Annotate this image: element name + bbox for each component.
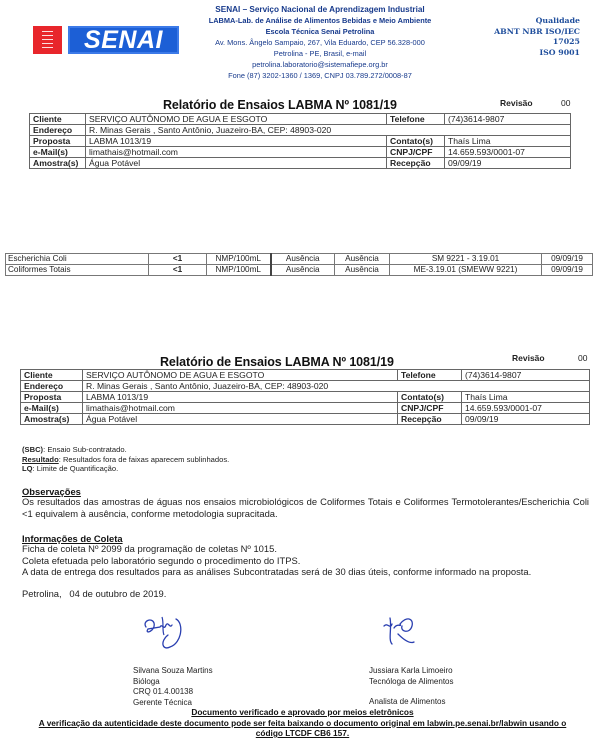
coleta-line: Coleta efetuada pelo laboratório segundo o procedimento do ITPS. <box>22 554 301 566</box>
footer-line-1: Documento verificado e aprovado por meios eletrônicos <box>191 707 414 717</box>
table-row <box>30 158 571 169</box>
table-row <box>30 136 571 147</box>
signatory-2-role: Tecnóloga de Alimentos <box>369 676 454 686</box>
signatory-2 <box>369 666 454 687</box>
cnpj-value: 14.659.593/0001-07 <box>462 403 590 414</box>
client-info-table <box>29 113 571 169</box>
data-cell: 09/09/19 <box>542 254 593 265</box>
lab-name: LABMA-Lab. de Análise de Alimentos Bebidas e Meio Ambiente <box>208 16 432 25</box>
revision-value-2: 00 <box>578 353 588 363</box>
cliente-value: SERVIÇO AUTÔNOMO DE AGUA E ESGOTO <box>83 370 398 381</box>
amostra-value: Água Potável <box>86 158 387 169</box>
table-row <box>21 381 590 392</box>
org-address: Av. Mons. Ângelo Sampaio, 267, Vila Eduardo, CEP 56.328-000 <box>215 38 425 47</box>
metodo-cell: SM 9221 - 3.19.01 <box>390 254 542 265</box>
ensaio-cell: Escherichia Coli <box>6 254 149 265</box>
table-row <box>30 125 571 136</box>
client-info-table-2 <box>20 369 590 425</box>
legend-sbc <box>22 445 229 455</box>
unidade-cell: NMP/100mL <box>207 265 271 276</box>
resultado-label: Resultado <box>22 454 59 464</box>
lq-cell: Ausência <box>335 265 390 276</box>
place-date: Petrolina, 04 de outubro de 2019. <box>22 588 167 599</box>
table-row <box>30 147 571 158</box>
signatory-2-title: Analista de Alimentos <box>369 697 446 706</box>
revision-value: 00 <box>561 98 571 108</box>
legend-lq <box>22 464 229 474</box>
contato-label: Contato(s) <box>398 392 462 403</box>
quality-standard-number: 17025 <box>552 37 580 46</box>
endereco-value: R. Minas Gerais , Santo Antônio, Juazeiro-BA, CEP: 48903-020 <box>83 381 590 392</box>
recepcao-value: 09/09/19 <box>462 414 590 425</box>
senai-logo <box>33 26 179 54</box>
recepcao-label: Recepção <box>387 158 445 169</box>
endereco-label: Endereço <box>30 125 86 136</box>
metodo-cell: ME-3.19.01 (SMEWW 9221) <box>390 265 542 276</box>
sbc-text: : Ensaio Sub-contratado. <box>43 445 127 454</box>
telefone-label: Telefone <box>398 370 462 381</box>
amostra-value: Água Potável <box>83 414 398 425</box>
email-label: e-Mail(s) <box>21 403 83 414</box>
quality-label: Qualidade <box>535 16 580 25</box>
signatory-2-name: Jussiara Karla Limoeiro <box>369 666 453 675</box>
table-row <box>6 265 593 276</box>
footer-line-3: código LTCDF CB6 157. <box>255 728 350 738</box>
footer-line-2: A verificação da autenticidade deste documento pode ser feita baixando o documento original em labwin.pe.senai.br/labwin usando o <box>38 717 567 728</box>
org-city: Petrolina - PE, Brasil, e-mail <box>273 49 367 58</box>
lq-label: LQ <box>22 464 33 473</box>
resultado-cell: <1 <box>149 254 207 265</box>
coleta-line: Ficha de coleta Nº 2099 da programação de coletas Nº 1015. <box>22 543 277 554</box>
lq-cell: Ausência <box>335 254 390 265</box>
coleta-info <box>22 543 602 578</box>
data-cell: 09/09/19 <box>542 265 593 276</box>
org-phone-cnpj: Fone (87) 3202-1360 / 1369, CNPJ 03.789.272/0008-87 <box>228 71 412 80</box>
telefone-label: Telefone <box>387 114 445 125</box>
table-row <box>21 414 590 425</box>
vmp-cell: Ausência <box>271 265 335 276</box>
cliente-value: SERVIÇO AUTÔNOMO DE AGUA E ESGOTO <box>86 114 387 125</box>
footer-verification <box>0 707 605 739</box>
proposta-label: Proposta <box>21 392 83 403</box>
table-row <box>21 403 590 414</box>
table-row <box>21 370 590 381</box>
contato-label: Contato(s) <box>387 136 445 147</box>
cliente-label: Cliente <box>21 370 83 381</box>
resultado-cell: <1 <box>149 265 207 276</box>
signatory-1-role: Bióloga <box>133 676 160 686</box>
amostra-label: Amostra(s) <box>30 158 86 169</box>
email-value: limathais@hotmail.com <box>83 403 398 414</box>
lq-text: : Limite de Quantificação. <box>32 464 119 473</box>
email-value: limathais@hotmail.com <box>86 147 387 158</box>
vmp-cell: Ausência <box>271 254 335 265</box>
ensaio-cell: Coliformes Totais <box>6 265 149 276</box>
proposta-value: LABMA 1013/19 <box>83 392 398 403</box>
table-row <box>6 254 593 265</box>
recepcao-label: Recepção <box>398 414 462 425</box>
sbc-label: (SBC) <box>22 445 44 454</box>
recepcao-value: 09/09/19 <box>445 158 571 169</box>
cnpj-value: 14.659.593/0001-07 <box>445 147 571 158</box>
signatory-1 <box>133 666 213 708</box>
signatory-1-registration: CRQ 01.4.00138 <box>133 687 194 696</box>
unidade-cell: NMP/100mL <box>207 254 271 265</box>
endereco-value: R. Minas Gerais , Santo Antônio, Juazeiro-BA, CEP: 48903-020 <box>86 125 571 136</box>
school-name: Escola Técnica Senai Petrolina <box>265 27 375 36</box>
observacoes-text: Os resultados das amostras de águas nos ensaios microbiológicos de Coliformes Totais e Coliformes Termotolerantes/Escherichia Coli <1 equivalem à ausência, conforme metodologia supracitada. <box>22 496 589 519</box>
endereco-label: Endereço <box>21 381 83 392</box>
contato-value: Thaís Lima <box>462 392 590 403</box>
cliente-label: Cliente <box>30 114 86 125</box>
table-row <box>30 114 571 125</box>
signature-silvana-icon <box>140 613 188 657</box>
proposta-value: LABMA 1013/19 <box>86 136 387 147</box>
quality-certification <box>470 16 605 58</box>
senai-red-emblem-icon <box>33 26 62 54</box>
senai-wordmark: SENAI <box>68 26 179 54</box>
revision-label: Revisão <box>500 98 533 108</box>
signatory-1-name: Silvana Souza Martins <box>133 666 213 675</box>
signature-jussiara-icon <box>380 614 420 650</box>
legend-resultado <box>22 455 229 465</box>
legend <box>22 445 229 474</box>
coleta-title: Informações de Coleta <box>22 533 123 544</box>
coleta-line: A data de entrega dos resultados para as análises Subcontratadas será de 30 dias úteis, conforme informado na proposta. <box>22 566 532 577</box>
amostra-label: Amostra(s) <box>21 414 83 425</box>
revision-label-2: Revisão <box>512 353 545 363</box>
table-row <box>21 392 590 403</box>
cnpj-label: CNPJ/CPF <box>398 403 462 414</box>
resultado-text: : Resultados fora de faixas aparecem sublinhados. <box>58 454 230 464</box>
organization-info <box>185 4 455 81</box>
org-email: petrolina.laboratorio@sistemafiepe.org.br <box>252 60 388 69</box>
observacoes-title: Observações <box>22 486 81 497</box>
contato-value: Thaís Lima <box>445 136 571 147</box>
telefone-value: (74)3614-9807 <box>445 114 571 125</box>
org-name: SENAI – Serviço Nacional de Aprendizagem Industrial <box>215 5 425 14</box>
signatory-1-title: Gerente Técnica <box>133 697 192 707</box>
results-table <box>5 253 593 276</box>
email-label: e-Mail(s) <box>30 147 86 158</box>
report-title-2: Relatório de Ensaios LABMA Nº 1081/19 <box>160 355 394 369</box>
report-title: Relatório de Ensaios LABMA Nº 1081/19 <box>163 98 397 112</box>
quality-standard: ABNT NBR ISO/IEC <box>494 26 580 36</box>
quality-iso: ISO 9001 <box>539 47 580 57</box>
proposta-label: Proposta <box>30 136 86 147</box>
cnpj-label: CNPJ/CPF <box>387 147 445 158</box>
telefone-value: (74)3614-9807 <box>462 370 590 381</box>
